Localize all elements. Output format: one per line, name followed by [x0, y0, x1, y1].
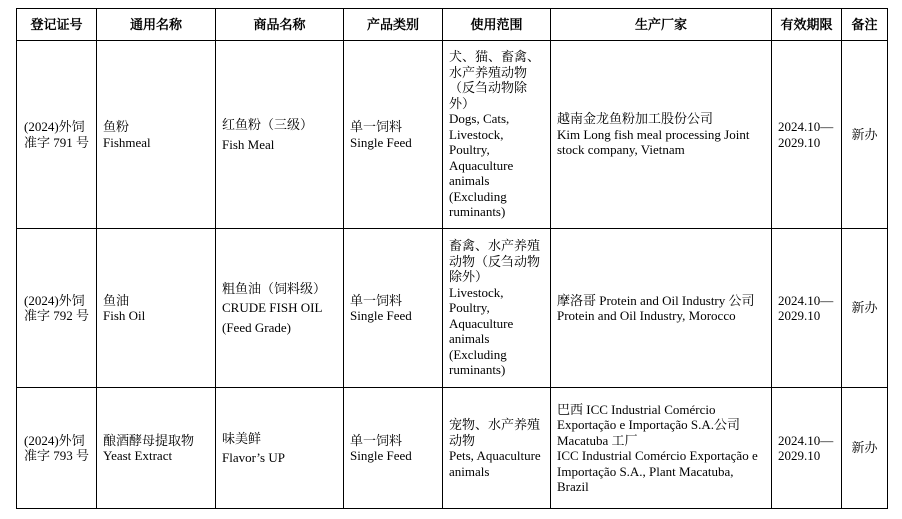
scope-line: animals: [449, 173, 490, 189]
row-2-category-cell: [344, 229, 442, 387]
row-3-scope-cell: [443, 388, 550, 508]
scope-line: Aquaculture: [449, 315, 514, 331]
category-line: Single Feed: [350, 308, 412, 323]
trade-name-line: 粗鱼油（饲料级）: [222, 280, 327, 296]
scope-line: 动物（反刍动物: [449, 253, 541, 269]
row-2-validity-cell: [772, 229, 841, 387]
row-3-manufacturer-cell: [551, 388, 771, 508]
manufacturer-line: stock company, Vietnam: [557, 142, 685, 158]
scope-line: Poultry,: [449, 300, 490, 316]
row-1-remark-cell: 新办: [842, 41, 887, 228]
row-2-scope-cell: [443, 229, 550, 387]
row-1-common-name-cell: [97, 41, 215, 228]
scope-line: 除外）: [449, 269, 489, 285]
manufacturer-line: Kim Long fish meal processing Joint: [557, 126, 750, 142]
header-manufacturer: 生产厂家: [551, 9, 771, 40]
row-1-reg-no-cell: [17, 41, 96, 228]
manufacturer-line: 巴西 ICC Industrial Comércio: [557, 401, 716, 417]
row-2-trade-name-cell: [216, 229, 343, 387]
header-category: 产品类别: [344, 9, 442, 40]
row-1-scope-cell: [443, 41, 550, 228]
trade-name-line: Fish Meal: [222, 136, 275, 152]
scope-line: 水产养殖动物: [449, 64, 528, 80]
validity-line: 2029.10: [778, 448, 821, 463]
header-trade-name: 商品名称: [216, 9, 343, 40]
scope-line: Livestock,: [449, 284, 504, 300]
trade-name-line: Flavor’s UP: [222, 450, 285, 465]
reg-no-line: 准字 792 号: [24, 308, 90, 323]
scope-line: （反刍动物除: [449, 80, 528, 96]
header-scope: 使用范围: [443, 9, 550, 40]
manufacturer-line: ICC Industrial Comércio Exportação e: [557, 448, 758, 463]
header-common-name: 通用名称: [97, 9, 215, 40]
registration-table: [16, 8, 888, 509]
row-2-reg-no-cell: [17, 229, 96, 387]
validity-line: 2024.10—: [778, 119, 834, 134]
common-name-line: 酿酒酵母提取物: [103, 432, 195, 448]
trade-name-line: CRUDE FISH OIL: [222, 300, 323, 316]
scope-line: Pets, Aquaculture: [449, 448, 541, 463]
category-line: 单一饲料: [350, 432, 403, 448]
common-name-line: Yeast Extract: [103, 448, 173, 463]
row-1-trade-name-cell: [216, 41, 343, 228]
row-3-validity-cell: [772, 388, 841, 508]
scope-line: 畜禽、水产养殖: [449, 238, 541, 254]
category-line: 单一饲料: [350, 292, 403, 308]
manufacturer-line: 越南金龙鱼粉加工股份公司: [557, 111, 714, 127]
manufacturer-line: Protein and Oil Industry, Morocco: [557, 308, 736, 323]
reg-no-line: (2024)外饲: [24, 432, 85, 448]
category-line: 单一饲料: [350, 119, 403, 134]
validity-line: 2024.10—: [778, 432, 834, 448]
category-line: Single Feed: [350, 134, 412, 150]
reg-no-line: 准字 793 号: [24, 448, 90, 463]
row-3-remark-cell: 新办: [842, 388, 887, 508]
validity-line: 2024.10—: [778, 292, 834, 308]
scope-line: 宠物、水产养殖: [449, 417, 541, 432]
trade-name-line: 红鱼粉（三级）: [222, 117, 314, 132]
manufacturer-line: Importação S.A., Plant Macatuba,: [557, 463, 734, 479]
row-2-common-name-cell: [97, 229, 215, 387]
row-3-trade-name-cell: [216, 388, 343, 508]
scope-line: (Excluding: [449, 188, 507, 204]
row-3-reg-no-cell: [17, 388, 96, 508]
scope-line: Aquaculture: [449, 157, 514, 173]
row-3-category-cell: [344, 388, 442, 508]
scope-line: 动物: [449, 432, 476, 448]
common-name-line: Fish Oil: [103, 308, 146, 323]
manufacturer-line: 摩洛哥 Protein and Oil Industry 公司: [557, 292, 755, 308]
row-2-remark-cell: 新办: [842, 229, 887, 387]
manufacturer-line: Macatuba 工厂: [557, 432, 638, 448]
scope-line: Dogs, Cats,: [449, 111, 510, 127]
reg-no-line: 准字 791 号: [24, 134, 90, 150]
validity-line: 2029.10: [778, 134, 821, 150]
category-line: Single Feed: [350, 448, 412, 463]
row-3-common-name-cell: [97, 388, 215, 508]
scope-line: ruminants): [449, 362, 506, 378]
header-validity: 有效期限: [772, 9, 841, 40]
scope-line: animals: [449, 331, 490, 347]
common-name-line: 鱼粉: [103, 119, 130, 134]
reg-no-line: (2024)外饲: [24, 119, 85, 134]
header-reg-no: 登记证号: [17, 9, 96, 40]
trade-name-line: (Feed Grade): [222, 319, 291, 335]
common-name-line: Fishmeal: [103, 134, 151, 150]
scope-line: Livestock,: [449, 126, 504, 142]
row-1-validity-cell: [772, 41, 841, 228]
manufacturer-line: Exportação e Importação S.A.公司: [557, 417, 741, 432]
reg-no-line: (2024)外饲: [24, 292, 85, 308]
validity-line: 2029.10: [778, 308, 821, 323]
scope-line: ruminants): [449, 204, 506, 220]
scope-line: 犬、猫、畜禽、: [449, 49, 541, 65]
scope-line: (Excluding: [449, 346, 507, 362]
manufacturer-line: Brazil: [557, 479, 589, 494]
trade-name-line: 味美鲜: [222, 430, 262, 446]
scope-line: 外）: [449, 95, 476, 111]
row-2-manufacturer-cell: [551, 229, 771, 387]
scope-line: animals: [449, 463, 490, 479]
common-name-line: 鱼油: [103, 292, 130, 308]
row-1-category-cell: [344, 41, 442, 228]
row-1-manufacturer-cell: [551, 41, 771, 228]
scope-line: Poultry,: [449, 142, 490, 158]
header-remark: 备注: [842, 9, 887, 40]
